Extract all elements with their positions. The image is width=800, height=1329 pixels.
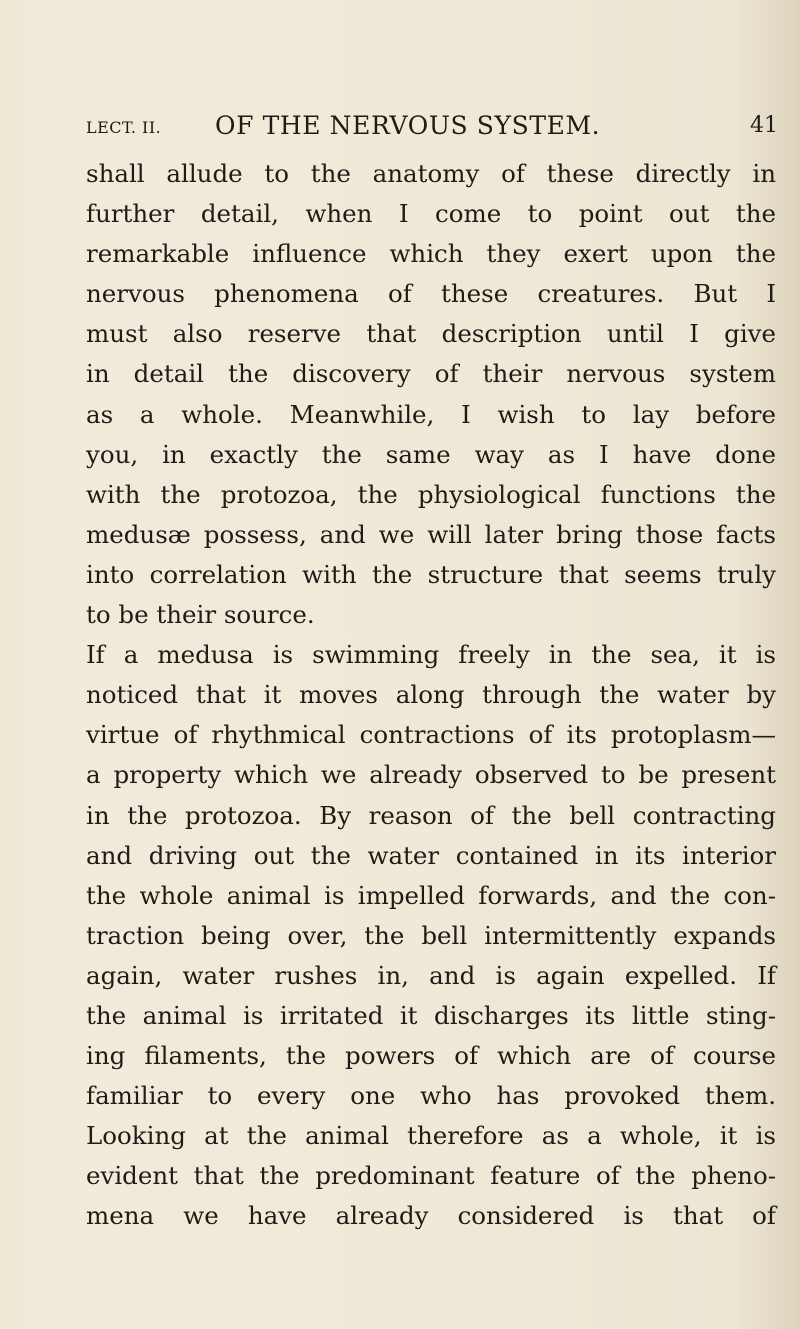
text-line: again, water rushes in, and is again expelled. If — [86, 960, 776, 990]
text-line: evident that the predominant feature of the pheno- — [86, 1161, 776, 1191]
text-line: and driving out the water contained in its interior — [86, 840, 776, 870]
page-number: 41 — [750, 113, 778, 138]
text-line: further detail, when I come to point out the — [86, 199, 776, 229]
section-label: LECT. II. — [86, 118, 162, 137]
text-line: with the protozoa, the physiological functions the — [86, 479, 776, 509]
paragraph-start-line: If a medusa is swimming freely in the sea, it is — [86, 640, 776, 670]
text-line: into correlation with the structure that seems truly — [86, 559, 776, 589]
body-text — [86, 154, 776, 1237]
text-line: traction being over, the bell intermittently expands — [86, 920, 776, 950]
text-line: familiar to every one who has provoked them. — [86, 1081, 776, 1111]
text-line: the animal is irritated it discharges its little sting- — [86, 1000, 776, 1030]
text-line: as a whole. Meanwhile, I wish to lay before — [86, 399, 776, 429]
text-line: the whole animal is impelled forwards, and the con- — [86, 880, 776, 910]
text-line: must also reserve that description until I give — [86, 319, 776, 349]
text-line: shall allude to the anatomy of these directly in — [86, 159, 776, 188]
page-title: OF THE NERVOUS SYSTEM. — [215, 111, 601, 140]
text-line: remarkable influence which they exert upon the — [86, 239, 776, 269]
text-line: mena we have already considered is that of — [86, 1201, 776, 1231]
text-line: in detail the discovery of their nervous system — [86, 359, 776, 389]
text-line: nervous phenomena of these creatures. But I — [86, 279, 776, 309]
text-line: Looking at the animal therefore as a whole, it is — [86, 1121, 776, 1151]
text-line: a property which we already observed to be present — [86, 760, 776, 790]
running-header — [86, 108, 776, 144]
text-line: noticed that it moves along through the water by — [86, 680, 776, 710]
text-line: medusæ possess, and we will later bring those facts — [86, 519, 776, 549]
text-line: virtue of rhythmical contractions of its protoplasm— — [86, 720, 776, 750]
paragraph-end-line: to be their source. — [86, 600, 315, 630]
text-line: ing filaments, the powers of which are of course — [86, 1041, 776, 1071]
text-line: in the protozoa. By reason of the bell contracting — [86, 800, 776, 830]
text-line: you, in exactly the same way as I have done — [86, 439, 776, 469]
